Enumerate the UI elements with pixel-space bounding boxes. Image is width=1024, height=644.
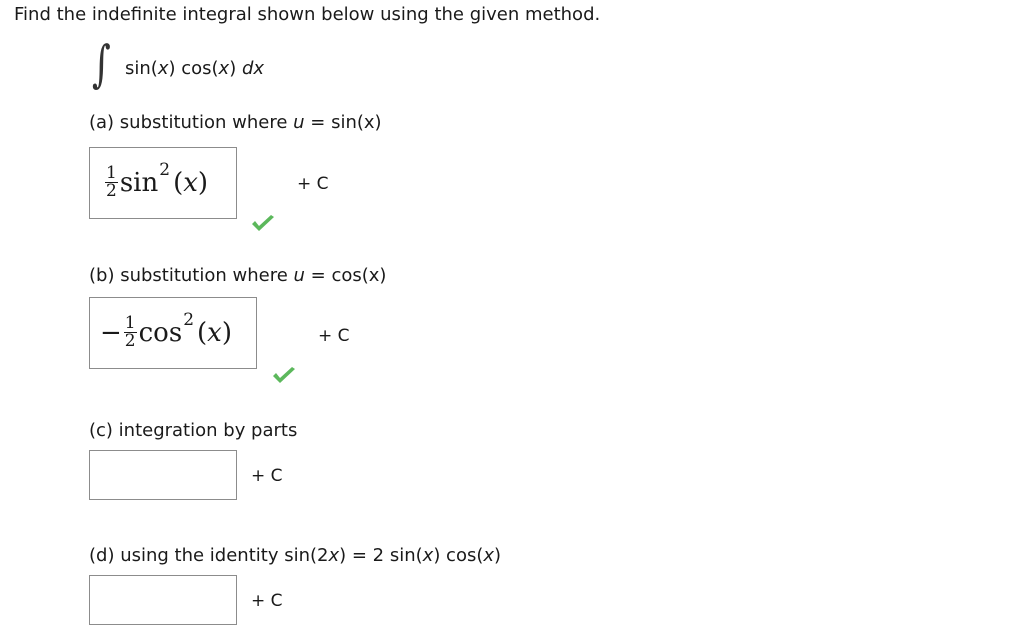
part-d-plus-c bbox=[251, 591, 283, 611]
part-a-label-prefix: (a) substitution where bbox=[89, 112, 294, 133]
instruction-text: Find the indefinite integral shown below using the given method. bbox=[14, 4, 601, 25]
part-b-argument bbox=[197, 318, 232, 348]
part-a-argument bbox=[173, 168, 208, 198]
check-icon bbox=[271, 366, 297, 386]
part-b-label bbox=[89, 265, 386, 286]
part-c-answer-input[interactable] bbox=[89, 450, 237, 500]
check-icon bbox=[250, 214, 276, 234]
part-d-label-prefix: (d) using the identity sin(2 bbox=[89, 545, 329, 566]
part-d-label-suffix: ) bbox=[494, 545, 502, 566]
part-b-plus-c bbox=[318, 326, 350, 346]
part-b-label-var: u bbox=[293, 265, 305, 286]
part-d-label-var2: x bbox=[422, 545, 434, 566]
part-c-plus-c bbox=[251, 466, 283, 486]
part-b-power: 2 bbox=[183, 310, 195, 330]
integrand bbox=[125, 58, 264, 79]
part-a-label bbox=[89, 112, 382, 133]
part-b-label-prefix: (b) substitution where bbox=[89, 265, 294, 286]
part-a-numerator: 1 bbox=[106, 162, 117, 183]
part-a-plus-c bbox=[297, 174, 329, 194]
part-c-plus-c-text: + C bbox=[251, 466, 283, 486]
part-a-arg-var: x bbox=[183, 168, 198, 198]
part-b-numerator: 1 bbox=[124, 312, 136, 333]
part-b-function: cos bbox=[138, 318, 183, 348]
part-a-arg-open: ( bbox=[173, 168, 184, 198]
part-b-plus-c-text: + C bbox=[318, 326, 350, 346]
part-b-fraction bbox=[124, 312, 137, 351]
part-a-fraction bbox=[105, 162, 118, 201]
part-b-denominator: 2 bbox=[124, 330, 136, 351]
part-a-function: sin bbox=[119, 168, 159, 198]
part-b-answer-field[interactable] bbox=[89, 297, 257, 369]
part-b-sign: − bbox=[100, 318, 122, 348]
part-d-label-var3: x bbox=[483, 545, 495, 566]
part-d-answer-input[interactable] bbox=[89, 575, 237, 625]
integral-sign: ∫ bbox=[92, 35, 111, 93]
part-b-arg-var: x bbox=[207, 318, 222, 348]
part-a-power: 2 bbox=[159, 160, 171, 180]
part-a-answer-field[interactable] bbox=[89, 147, 237, 219]
part-a-denominator: 2 bbox=[106, 180, 117, 201]
part-c-label: (c) integration by parts bbox=[89, 420, 298, 441]
part-b-label-suffix: = cos(x) bbox=[304, 265, 387, 286]
part-d-label-var1: x bbox=[328, 545, 340, 566]
part-d-label-mid2: ) cos( bbox=[433, 545, 484, 566]
part-d-plus-c-text: + C bbox=[251, 591, 283, 611]
part-b-arg-open: ( bbox=[197, 318, 208, 348]
part-a-plus-c-text: + C bbox=[297, 174, 329, 194]
part-a-label-suffix: = sin(x) bbox=[304, 112, 382, 133]
part-b-arg-close: ) bbox=[221, 318, 232, 348]
part-d-label bbox=[89, 545, 501, 566]
part-d-label-mid: ) = 2 sin( bbox=[339, 545, 423, 566]
part-a-arg-close: ) bbox=[197, 168, 209, 198]
integrand-text: sin(x) cos(x) dx bbox=[125, 58, 265, 79]
part-a-label-var: u bbox=[293, 112, 305, 133]
